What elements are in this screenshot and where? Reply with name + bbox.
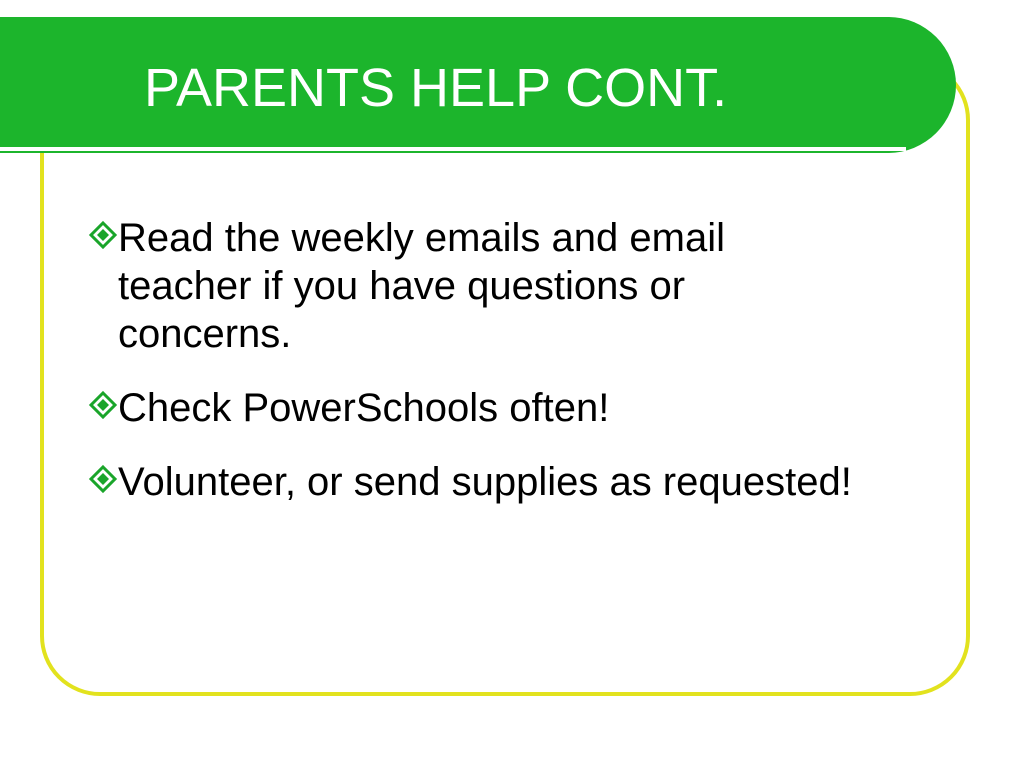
bullet-text: Check PowerSchools often! <box>118 386 610 430</box>
bullet-text: Read the weekly emails and email teacher if you have questions or concerns. <box>118 216 725 356</box>
diamond-bullet-icon <box>88 464 118 494</box>
title-divider <box>0 147 906 151</box>
title-bar <box>0 17 956 153</box>
diamond-bullet-icon <box>88 390 118 420</box>
bullet-list <box>88 214 858 506</box>
slide-title: PARENTS HELP CONT. <box>144 58 728 118</box>
diamond-bullet-icon <box>88 220 118 250</box>
bullet-text: Volunteer, or send supplies as requested! <box>118 460 852 504</box>
bullet-item <box>88 384 858 432</box>
bullet-item <box>88 458 858 506</box>
bullet-item <box>88 214 858 358</box>
